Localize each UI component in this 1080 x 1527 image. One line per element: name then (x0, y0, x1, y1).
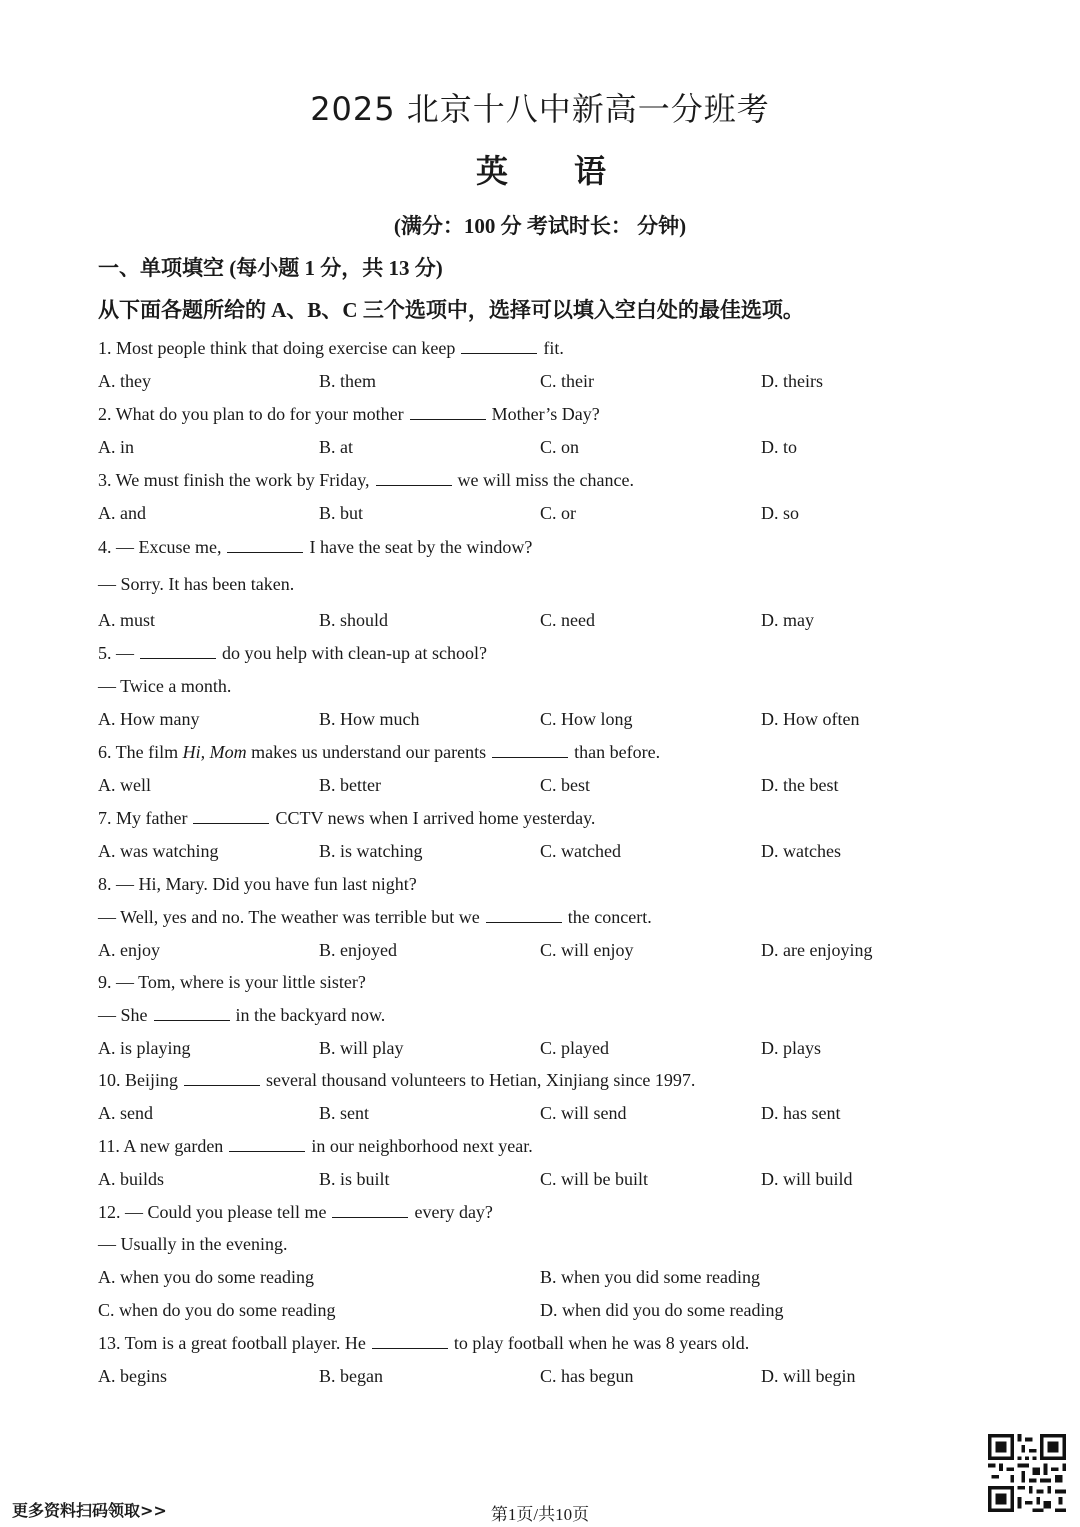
footer-promo-text: 更多资料扫码领取>> (12, 1501, 167, 1520)
question-stem: 9. — Tom, where is your little sister? (98, 972, 366, 992)
question-stem: 4. — Excuse me, I have the seat by the window? (98, 537, 533, 557)
option-a: A. enjoy (98, 940, 160, 960)
option-b: B. How much (319, 709, 420, 729)
option-c: C. played (540, 1038, 609, 1058)
subject-char-1: 英 (476, 152, 509, 190)
option-d: D. will build (761, 1169, 853, 1189)
question-stem: 12. — Could you please tell me every day? (98, 1202, 493, 1222)
option-b: B. is watching (319, 841, 423, 861)
option-b: B. better (319, 775, 381, 795)
option-b: B. at (319, 437, 353, 457)
question-stem: 8. — Hi, Mary. Did you have fun last night? (98, 874, 417, 894)
answer-blank (372, 1332, 448, 1349)
option-c: C. has begun (540, 1366, 634, 1386)
option-d: D. when did you do some reading (540, 1300, 784, 1320)
option-c: C. will send (540, 1103, 627, 1123)
option-d: D. the best (761, 775, 839, 795)
question-stem: 5. — do you help with clean-up at school? (98, 643, 487, 663)
option-d: D. may (761, 610, 814, 630)
answer-blank (461, 337, 537, 354)
option-c: C. when do you do some reading (98, 1300, 336, 1320)
option-a: A. when you do some reading (98, 1267, 314, 1287)
option-d: D. plays (761, 1038, 821, 1058)
option-d: D. are enjoying (761, 940, 873, 960)
option-a: A. well (98, 775, 151, 795)
option-b: B. when you did some reading (540, 1267, 760, 1287)
option-c: C. watched (540, 841, 621, 861)
option-d: D. has sent (761, 1103, 841, 1123)
section-heading: 一、单项填空 (每小题 1 分，共 13 分) (98, 256, 443, 280)
option-c: C. their (540, 371, 594, 391)
film-title: Hi, Mom (182, 742, 247, 762)
option-b: B. should (319, 610, 389, 630)
question-stem: 6. The film Hi, Mom makes us understand our parents than before. (98, 742, 661, 762)
option-c: C. or (540, 503, 576, 523)
option-a: A. in (98, 437, 134, 457)
option-c: C. will be built (540, 1169, 648, 1189)
option-a: A. How many (98, 709, 200, 729)
question-stem: 10. Beijing several thousand volunteers to Hetian, Xinjiang since 1997. (98, 1070, 696, 1090)
answer-blank (486, 906, 562, 923)
option-d: D. will begin (761, 1366, 856, 1386)
page-title: 2025 北京十八中新高一分班考 (310, 90, 770, 128)
option-a: A. must (98, 610, 156, 630)
answer-blank (227, 536, 303, 553)
option-b: B. is built (319, 1169, 390, 1189)
option-d: D. so (761, 503, 800, 523)
option-b: B. but (319, 503, 364, 523)
subject-char-2: 语 (574, 152, 607, 190)
answer-blank (154, 1004, 230, 1021)
answer-blank (492, 741, 568, 758)
question-stem: 2. What do you plan to do for your mother Mother’s Day? (98, 404, 600, 424)
option-c: C. will enjoy (540, 940, 634, 960)
option-b: B. sent (319, 1103, 370, 1123)
page-number: 第1页/共10页 (490, 1505, 590, 1524)
option-b: B. began (319, 1366, 383, 1386)
option-a: A. send (98, 1103, 153, 1123)
option-c: C. need (540, 610, 595, 630)
answer-blank (410, 403, 486, 420)
answer-blank (193, 807, 269, 824)
answer-blank (332, 1201, 408, 1218)
question-stem: 11. A new garden in our neighborhood next year. (98, 1136, 533, 1156)
dialogue-reply: — Well, yes and no. The weather was terrible but we the concert. (98, 907, 652, 927)
section-instruction: 从下面各题所给的 A、B、C 三个选项中，选择可以填入空白处的最佳选项。 (98, 298, 804, 322)
question-stem: 3. We must finish the work by Friday, we will miss the chance. (98, 470, 634, 490)
answer-blank (376, 469, 452, 486)
option-d: D. theirs (761, 371, 823, 391)
question-stem: 7. My father CCTV news when I arrived home yesterday. (98, 808, 596, 828)
answer-blank (140, 642, 216, 659)
dialogue-reply: — Twice a month. (98, 676, 232, 696)
answer-blank (184, 1069, 260, 1086)
option-c: C. on (540, 437, 580, 457)
option-d: D. How often (761, 709, 860, 729)
option-d: D. watches (761, 841, 841, 861)
option-a: A. was watching (98, 841, 219, 861)
option-a: A. begins (98, 1366, 167, 1386)
exam-meta: (满分：100 分 考试时长： 分钟) (393, 214, 687, 238)
option-b: B. will play (319, 1038, 404, 1058)
option-b: B. enjoyed (319, 940, 397, 960)
option-a: A. they (98, 371, 151, 391)
question-stem: 13. Tom is a great football player. He to play football when he was 8 years old. (98, 1333, 750, 1353)
dialogue-reply: — She in the backyard now. (98, 1005, 386, 1025)
option-b: B. them (319, 371, 376, 391)
option-d: D. to (761, 437, 797, 457)
option-a: A. is playing (98, 1038, 191, 1058)
dialogue-reply: — Usually in the evening. (98, 1234, 288, 1254)
question-stem: 1. Most people think that doing exercise can keep fit. (98, 338, 564, 358)
dialogue-reply: — Sorry. It has been taken. (98, 574, 295, 594)
option-a: A. and (98, 503, 146, 523)
option-c: C. best (540, 775, 591, 795)
option-a: A. builds (98, 1169, 165, 1189)
answer-blank (229, 1135, 305, 1152)
option-c: C. How long (540, 709, 633, 729)
